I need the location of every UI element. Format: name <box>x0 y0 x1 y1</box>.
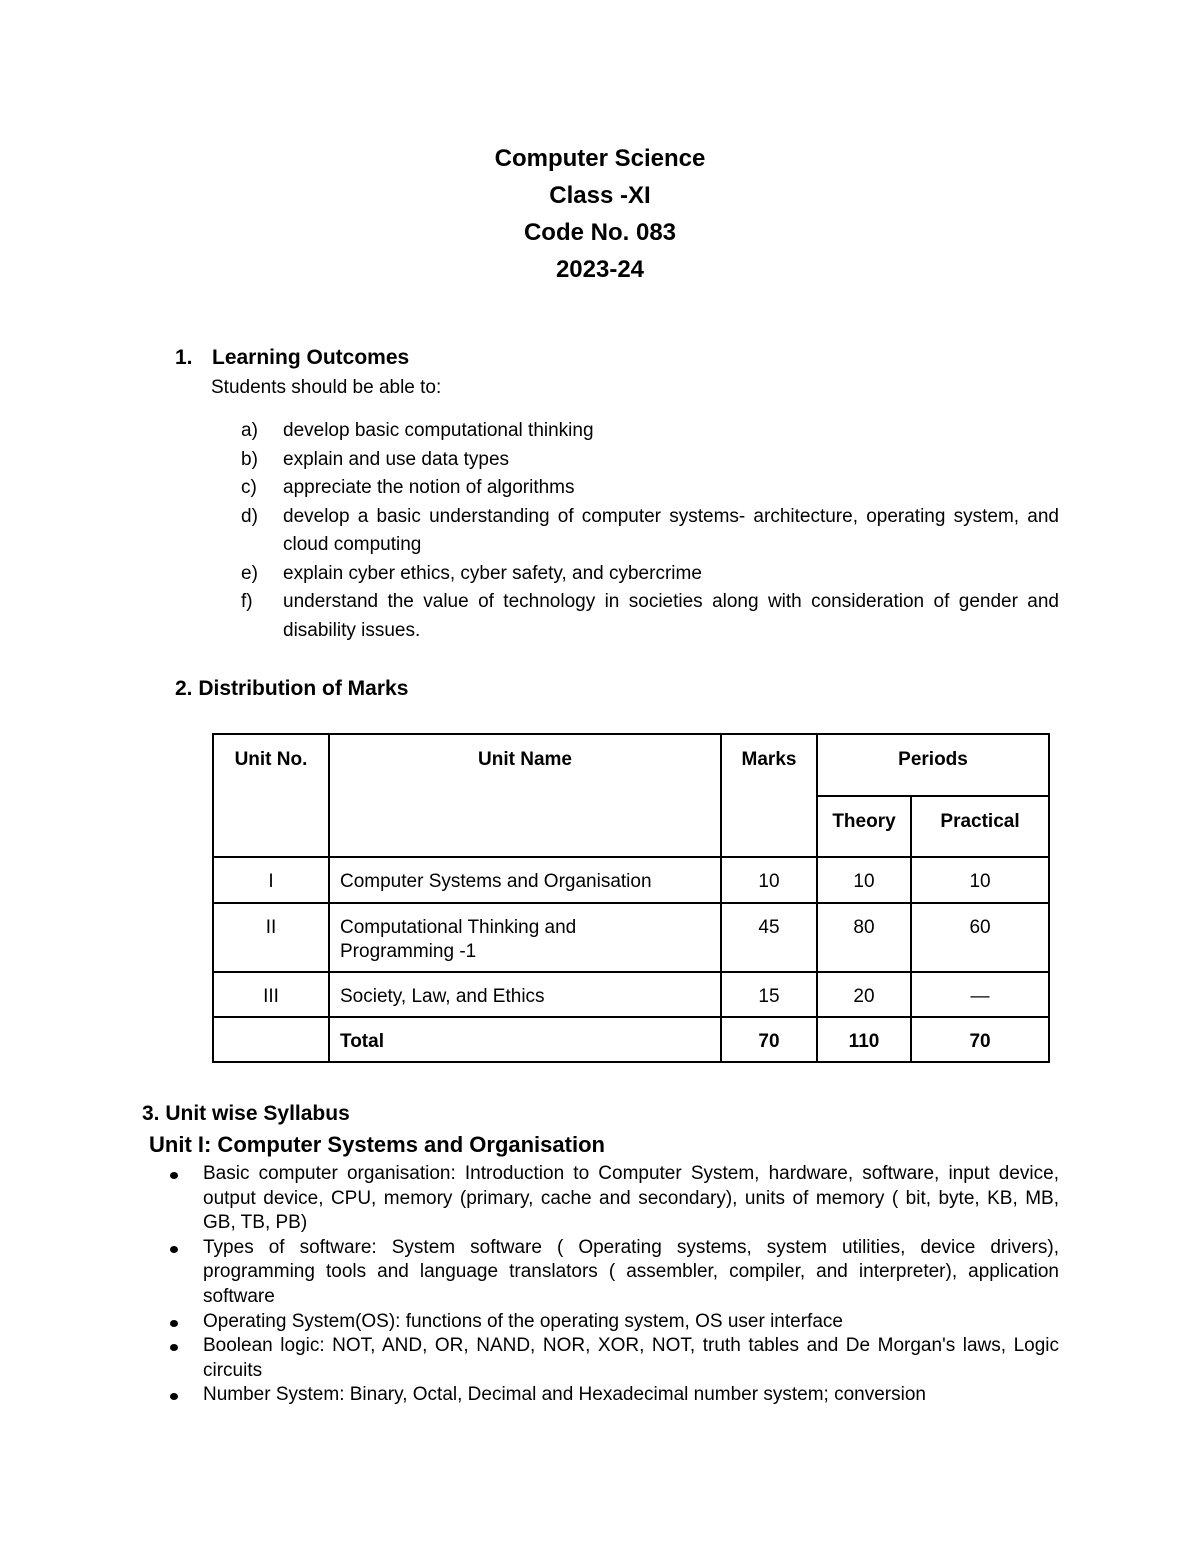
list-marker: a) <box>241 420 258 441</box>
cell-total-theory: 110 <box>817 1017 911 1062</box>
class-title: Class -XI <box>549 182 651 209</box>
cell-unit: II <box>213 903 329 972</box>
cell-total-marks: 70 <box>721 1017 817 1062</box>
learning-outcomes-list <box>241 417 1059 645</box>
section-heading-learning-outcomes <box>175 344 409 372</box>
list-item-text: Basic computer organisation: Introduction to Computer System, hardware, software, input device, output device, CPU, memory (primary, cache and secondary), units of memory ( bit, byte, KB, MB, GB, TB, PB) <box>203 1163 1059 1234</box>
section-number: 3. <box>142 1102 160 1125</box>
list-item <box>165 1334 1059 1383</box>
list-item-text: develop a basic understanding of computer systems- architecture, operating system, and cloud computing <box>283 505 1059 555</box>
table-header-row <box>213 734 1049 796</box>
subject-title: Computer Science <box>494 145 706 172</box>
bullet-icon <box>170 1344 178 1351</box>
list-marker: b) <box>241 448 258 470</box>
list-item-text: understand the value of technology in societies along with consideration of gender and disability issues. <box>283 591 1059 641</box>
section-title: Distribution of Marks <box>198 677 409 700</box>
list-item <box>241 503 1059 560</box>
section-title: Learning Outcomes <box>212 346 410 369</box>
list-item <box>241 446 1059 475</box>
bullet-icon <box>170 1393 178 1400</box>
list-marker: e) <box>241 562 258 584</box>
list-item-text: explain cyber ethics, cyber safety, and cybercrime <box>283 562 702 584</box>
cell-theory: 80 <box>817 903 911 972</box>
code-number: Code No. 083 <box>523 219 677 246</box>
list-item <box>165 1383 1059 1408</box>
cell-practical: 60 <box>911 903 1049 972</box>
marks-distribution-table <box>212 733 1050 1063</box>
table-row <box>213 972 1049 1017</box>
section-number: 2. <box>175 677 193 700</box>
syllabus-bullet-list <box>165 1162 1059 1408</box>
document-title-block <box>0 140 1200 288</box>
list-marker: f) <box>241 591 253 612</box>
cell-unit: I <box>213 857 329 903</box>
list-item-text: develop basic computational thinking <box>283 420 594 441</box>
header-marks: Marks <box>721 734 817 857</box>
bullet-icon <box>170 1320 178 1327</box>
list-item <box>241 560 1059 589</box>
list-item <box>165 1310 1059 1335</box>
list-item-text: Boolean logic: NOT, AND, OR, NAND, NOR, XOR, NOT, truth tables and De Morgan's laws, Logic circuits <box>203 1335 1059 1381</box>
list-item <box>241 474 1059 503</box>
list-item <box>241 417 1059 446</box>
list-item <box>241 588 1059 645</box>
list-item <box>165 1236 1059 1310</box>
section-heading-distribution-of-marks <box>175 675 408 703</box>
cell-total-label: Total <box>329 1017 721 1062</box>
cell-total-practical: 70 <box>911 1017 1049 1062</box>
table-row <box>213 857 1049 903</box>
cell-theory: 20 <box>817 972 911 1017</box>
cell-unit-name: Computer Systems and Organisation <box>329 857 721 903</box>
list-item-text: Types of software: System software ( Operating systems, system utilities, device drivers), programming tools and language translators ( assembler, compiler, and interpreter), application software <box>203 1236 1059 1307</box>
table-total-row <box>213 1017 1049 1062</box>
section-heading-unit-wise-syllabus <box>142 1100 350 1128</box>
list-marker: d) <box>241 505 258 527</box>
unit-title: Unit I: Computer Systems and Organisation <box>149 1132 605 1157</box>
cell-unit: III <box>213 972 329 1017</box>
list-item-text: appreciate the notion of algorithms <box>283 477 575 498</box>
cell-unit-name: Society, Law, and Ethics <box>329 972 721 1017</box>
section-number: 1. <box>175 346 193 369</box>
cell-theory: 10 <box>817 857 911 903</box>
list-marker: c) <box>241 477 257 498</box>
table-row <box>213 903 1049 972</box>
bullet-icon <box>170 1172 178 1179</box>
cell-marks: 15 <box>721 972 817 1017</box>
header-periods: Periods <box>817 734 1049 796</box>
header-unit-no: Unit No. <box>213 734 329 857</box>
list-item-text: explain and use data types <box>283 448 510 470</box>
cell-practical: — <box>911 972 1049 1017</box>
cell-practical: 10 <box>911 857 1049 903</box>
cell-marks: 10 <box>721 857 817 903</box>
list-item-text: Operating System(OS): functions of the operating system, OS user interface <box>203 1310 843 1332</box>
cell-marks: 45 <box>721 903 817 972</box>
header-practical: Practical <box>911 796 1049 857</box>
cell-empty <box>213 1017 329 1062</box>
section-title: Unit wise Syllabus <box>165 1102 350 1125</box>
bullet-icon <box>170 1246 178 1253</box>
header-unit-name: Unit Name <box>329 734 721 857</box>
academic-year: 2023-24 <box>555 256 645 283</box>
list-item-text: Number System: Binary, Octal, Decimal and Hexadecimal number system; conversion <box>203 1384 926 1406</box>
cell-unit-name: Computational Thinking and Programming -1 <box>329 903 721 972</box>
outcomes-intro: Students should be able to: <box>211 377 442 398</box>
header-theory: Theory <box>817 796 911 857</box>
list-item <box>165 1162 1059 1236</box>
